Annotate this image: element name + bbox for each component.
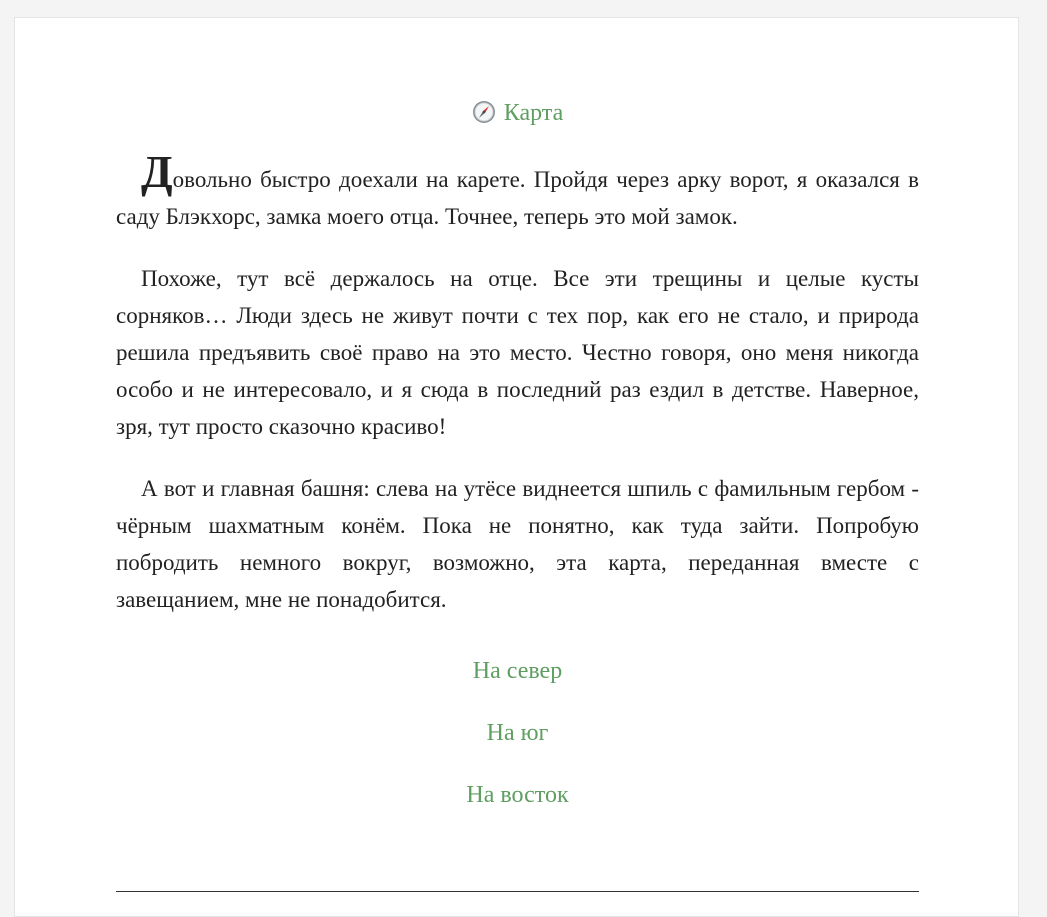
- choice-east[interactable]: На восток: [466, 782, 569, 808]
- choice-list: [116, 657, 919, 809]
- drop-cap: Д: [141, 146, 173, 197]
- story-page: [14, 17, 1019, 917]
- map-link-label: Карта: [503, 100, 564, 126]
- story-paragraph: Похоже, тут всё держалось на отце. Все эти трещины и целые кусты сорняков… Люди здесь не живут почти с тех пор, как его не стало, и природа решила предъявить своё право на это место. Честно говоря, оно меня никогда особо и не интересовало, и я сюда в последний раз ездил в детстве. Наверное, зря, тут просто сказочно красиво!: [116, 266, 919, 439]
- compass-icon: [472, 100, 496, 124]
- map-link[interactable]: [116, 96, 919, 130]
- choice-north[interactable]: На север: [472, 658, 563, 684]
- divider: [116, 891, 919, 892]
- story-paragraph: А вот и главная башня: слева на утёсе виднеется шпиль с фамильным гербом - чёрным шахматным конём. Пока не понятно, как туда зайти. Попробую побродить немного вокруг, возможно, эта карта, переданная вместе с завещанием, мне не понадобится.: [116, 476, 919, 612]
- choice-south[interactable]: На юг: [486, 720, 549, 746]
- story-content: [116, 96, 919, 843]
- story-paragraph: [116, 146, 919, 235]
- paragraph-text: овольно быстро доехали на карете. Пройдя через арку ворот, я оказался в саду Блэкхорс, замка моего отца. Точнее, теперь это мой замок.: [116, 167, 919, 229]
